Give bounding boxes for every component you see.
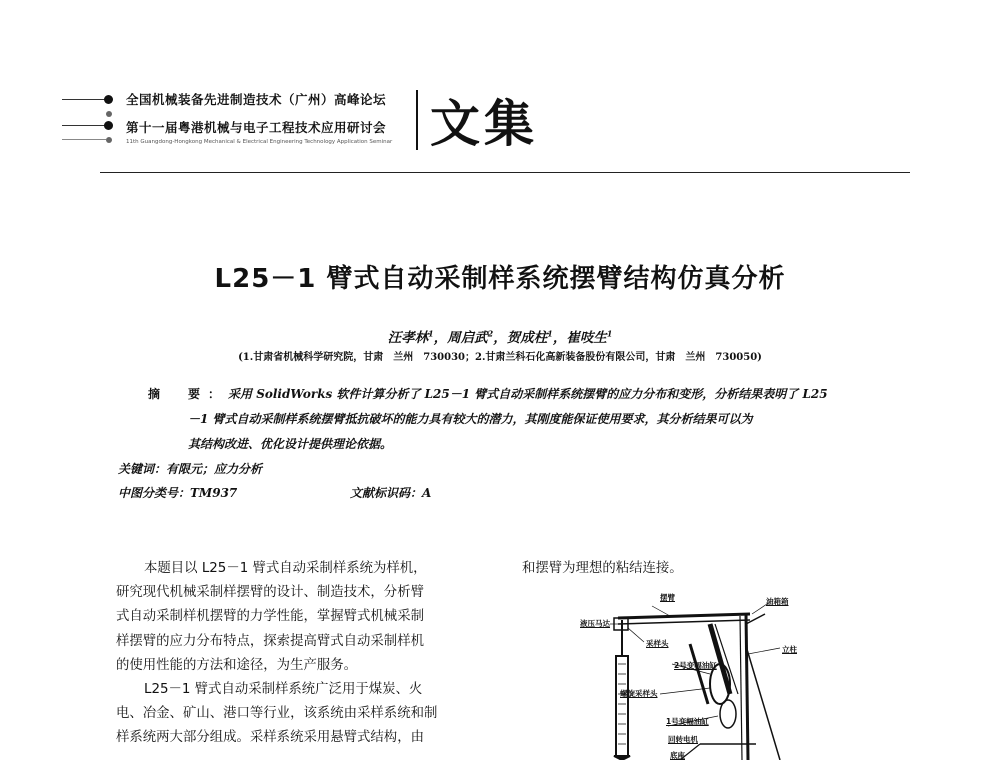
figure-label-oil-tank: 油箱箱 bbox=[766, 597, 789, 606]
body-line: 式自动采制样机摆臂的力学性能，掌握臂式机械采制 bbox=[116, 609, 424, 625]
conference-name-2: 第十一届粤港机械与电子工程技术应用研讨会 bbox=[126, 120, 387, 135]
classification-number: 中图分类号：TM937 bbox=[118, 486, 238, 500]
bullet-icon bbox=[106, 137, 112, 143]
collection-title: 文集 bbox=[430, 94, 538, 153]
body-line: 样摆臂的应力分布特点，探索提高臂式自动采制样机 bbox=[116, 633, 424, 649]
abstract-label: 摘 要： bbox=[148, 387, 229, 401]
classification-row bbox=[118, 484, 432, 501]
body-line: 电、冶金、矿山、港口等行业，该系统由采样系统和制 bbox=[116, 706, 438, 722]
header-divider bbox=[416, 90, 418, 150]
figure-label-pump: 液压马达 bbox=[580, 619, 610, 628]
author: 汪孝林 bbox=[387, 330, 429, 346]
header-rule-left-3 bbox=[62, 139, 106, 140]
header-rule bbox=[100, 172, 910, 173]
abstract-line: 其结构改进、优化设计提供理论依据。 bbox=[188, 437, 393, 451]
author: 贺成柱 bbox=[506, 330, 548, 346]
abstract bbox=[148, 382, 864, 457]
abstract-line: －1 臂式自动采制样系统摆臂抵抗破坏的能力具有较大的潜力，其刚度能保证使用要求，其分析结果可以为 bbox=[188, 412, 753, 426]
paper-title: L25－1 臂式自动采制样系统摆臂结构仿真分析 bbox=[214, 264, 786, 294]
conference-name-english: 11th Guangdong-Hongkong Mechanical & Electrical Engineering Technology Application Seminar bbox=[126, 139, 393, 145]
figure-label-motor: 回转电机 bbox=[668, 735, 698, 744]
figure-label-arm: 摆臂 bbox=[660, 593, 675, 602]
body-line: 的使用性能的方法和途径，为生产服务。 bbox=[116, 657, 358, 673]
affiliations: (1.甘肃省机械科学研究院，甘肃 兰州 730030；2.甘肃兰科石化高新装备股份有限公司，甘肃 兰州 730050) bbox=[238, 352, 762, 363]
author: 周启武 bbox=[447, 330, 488, 346]
body-line: 本题目以 L25－1 臂式自动采制样系统为样机， bbox=[144, 561, 427, 576]
figure-label-spiral: 螺旋采样头 bbox=[620, 689, 658, 698]
bullet-icon bbox=[106, 111, 112, 117]
author-affil-mark: 1 bbox=[547, 328, 553, 339]
abstract-line: 摘 要：采用 SolidWorks 软件计算分析了 L25－1 臂式自动采制样系统摆臂的应力分布和变形，分析结果表明了 L25 bbox=[148, 387, 828, 401]
author-affil-mark: 2 bbox=[487, 328, 494, 339]
document-id: 文献标识码：A bbox=[350, 486, 432, 500]
body-text-left bbox=[116, 557, 496, 751]
body-line: 样系统两大部分组成。采样系统采用悬臂式结构，由 bbox=[116, 730, 424, 746]
figure-label-cylinder-2: 2号变幅油缸 bbox=[674, 661, 717, 670]
body-line: L25－1 臂式自动采制样系统广泛用于煤炭、火 bbox=[144, 682, 423, 698]
figure-label-sampler: 采样头 bbox=[646, 639, 669, 648]
figure-label-cylinder-1: 1号变幅油缸 bbox=[666, 717, 709, 726]
author: 崔吱生 bbox=[566, 330, 607, 346]
keywords: 关键词：有限元；应力分析 bbox=[118, 462, 263, 476]
header-rule-left-1 bbox=[62, 99, 106, 100]
figure-label-column: 立柱 bbox=[782, 645, 797, 654]
conference-name-1: 全国机械装备先进制造技术（广州）高峰论坛 bbox=[126, 92, 387, 107]
bullet-icon bbox=[104, 95, 113, 104]
figure-label-base: 底座 bbox=[670, 751, 685, 760]
body-line: 研究现代机械采制样摆臂的设计、制造技术，分析臂 bbox=[116, 585, 424, 601]
bullet-icon bbox=[104, 121, 113, 130]
author-affil-mark: 1 bbox=[606, 328, 613, 339]
author-list: 汪孝林$^1$，周启武$^2$，贺成柱$^1$，崔吱生$^1$ bbox=[387, 328, 613, 346]
arm-diagram-drawing bbox=[560, 584, 860, 760]
arm-diagram bbox=[560, 584, 860, 760]
author-affil-mark: 1 bbox=[428, 328, 434, 339]
body-text-right: 和摆臂为理想的粘结连接。 bbox=[522, 561, 683, 576]
header-rule-left-2 bbox=[62, 125, 106, 126]
